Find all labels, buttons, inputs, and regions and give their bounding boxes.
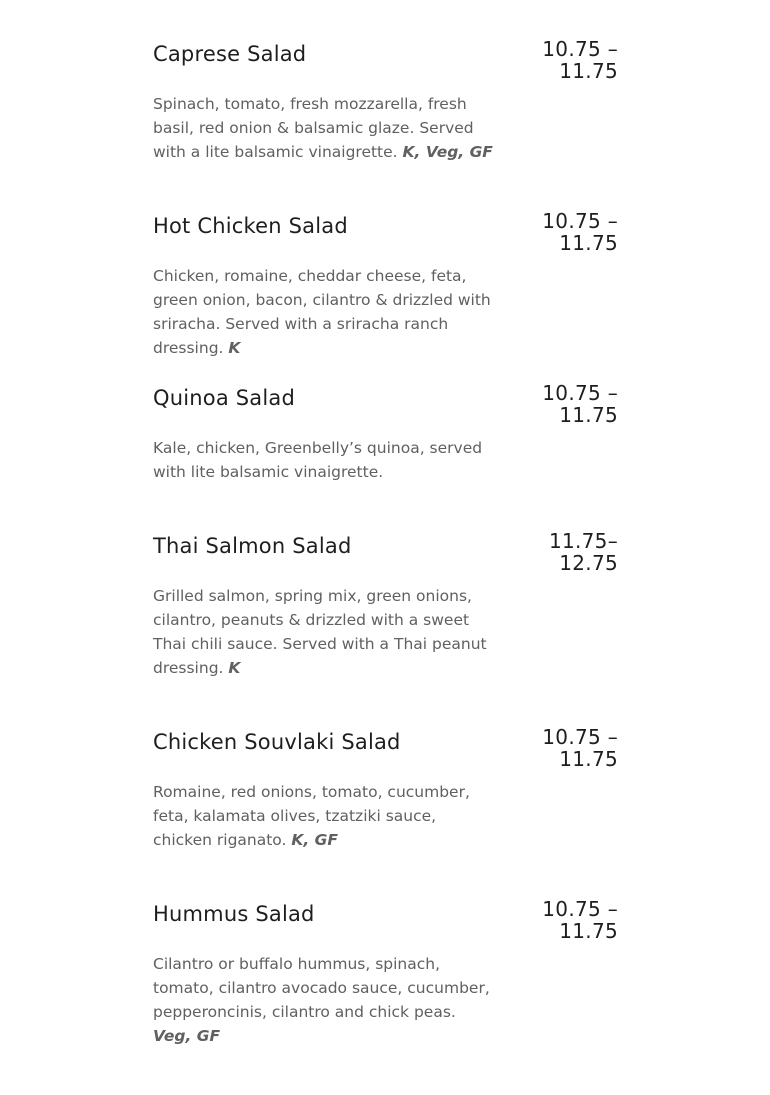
item-dietary-tags: K <box>228 659 241 677</box>
item-dietary-tags: K, Veg, GF <box>402 143 493 161</box>
item-dietary-tags: K <box>228 339 241 357</box>
item-description <box>153 92 493 164</box>
item-name: Chicken Souvlaki Salad <box>153 730 401 754</box>
item-price-to: 11.75 <box>559 231 618 255</box>
item-price <box>518 530 618 574</box>
item-name: Quinoa Salad <box>153 386 296 410</box>
item-name: Hot Chicken Salad <box>153 214 348 238</box>
item-price <box>518 210 618 254</box>
item-price-to: 12.75 <box>559 551 618 575</box>
item-description <box>153 584 493 680</box>
item-price <box>518 898 618 942</box>
item-price <box>518 38 618 82</box>
item-dietary-tags: K, GF <box>291 831 338 849</box>
item-price-from: 10.75 – <box>542 381 618 405</box>
item-description <box>153 952 493 1048</box>
item-name: Thai Salmon Salad <box>153 534 352 558</box>
item-description-text: Kale, chicken, Greenbelly’s quinoa, served with lite balsamic vinaigrette. <box>153 439 483 481</box>
item-price-to: 11.75 <box>559 747 618 771</box>
item-name: Hummus Salad <box>153 902 315 926</box>
item-description-text: Spinach, tomato, fresh mozzarella, fresh basil, red onion & balsamic glaze. Served with a lite balsamic vinaigrette. <box>153 95 474 161</box>
item-description-text: Grilled salmon, spring mix, green onions, cilantro, peanuts & drizzled with a sweet Thai chili sauce. Served with a Thai peanut dressing. <box>153 587 487 677</box>
item-price-to: 11.75 <box>559 919 618 943</box>
item-price-from: 10.75 – <box>542 37 618 61</box>
item-price <box>518 382 618 426</box>
item-description <box>153 436 493 484</box>
item-description <box>153 780 493 852</box>
item-dietary-tags: Veg, GF <box>153 1027 221 1045</box>
item-price-from: 10.75 – <box>542 209 618 233</box>
item-price <box>518 726 618 770</box>
item-description-text: Chicken, romaine, cheddar cheese, feta, green onion, bacon, cilantro & drizzled with sriracha. Served with a sriracha ranch dressing. <box>153 267 491 357</box>
item-description-text: Romaine, red onions, tomato, cucumber, feta, kalamata olives, tzatziki sauce, chicken riganato. <box>153 783 470 849</box>
item-price-from: 10.75 – <box>542 897 618 921</box>
item-description-text: Cilantro or buffalo hummus, spinach, tomato, cilantro avocado sauce, cucumber, pepperoncinis, cilantro and chick peas. <box>153 955 490 1021</box>
item-price-to: 11.75 <box>559 403 618 427</box>
item-price-to: 11.75 <box>559 59 618 83</box>
item-price-from: 10.75 – <box>542 725 618 749</box>
item-price-from: 11.75– <box>548 529 618 553</box>
item-name: Caprese Salad <box>153 42 307 66</box>
item-description <box>153 264 493 360</box>
